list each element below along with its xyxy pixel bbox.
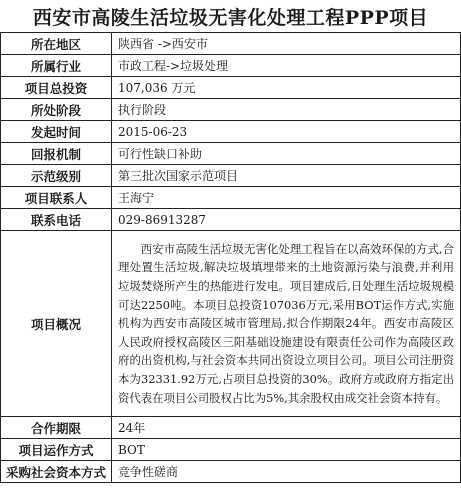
row-value: 陕西省 ->西安市 xyxy=(112,33,461,55)
project-overview-text: 西安市高陵生活垃圾无害化处理工程旨在以高效环保的方式,合理处置生活垃圾,解决垃圾填埋带来的土地资源污染与浪费,并利用垃圾焚烧所产生的热能进行发电。项目建成后,日处理生活垃圾规模可达2250吨。本项目总投资107036万元,采用BOT运作方式,实施机构为西安市高陵区城市管理局,拟合作期限24年。西安市高陵区人民政府授权高陵区三阳基础设施建设有限责任公司作为高陵区政府的出资机构,与社会资本共同出资设立项目公司。项目公司注册资本为32331.92万元,占项目总投资的30%。政府方或政府方指定出资代表在项目公司股权占比为5%,其余股权由成交社会资本持有。 xyxy=(112,231,461,417)
row-value: 029-86913287 xyxy=(112,209,461,231)
row-value: 竞争性磋商 xyxy=(112,461,461,483)
project-info-table xyxy=(0,32,461,483)
row-value: 市政工程->垃圾处理 xyxy=(112,55,461,77)
table-row-demo-level xyxy=(1,165,461,187)
row-value: BOT xyxy=(112,439,461,461)
row-label: 发起时间 xyxy=(1,121,112,143)
row-label: 联系电话 xyxy=(1,209,112,231)
table-row-contact-person xyxy=(1,187,461,209)
row-label: 项目概况 xyxy=(1,231,112,417)
row-label: 回报机制 xyxy=(1,143,112,165)
row-label: 所属行业 xyxy=(1,55,112,77)
table-row-stage xyxy=(1,99,461,121)
row-label: 所处阶段 xyxy=(1,99,112,121)
table-row-start-date xyxy=(1,121,461,143)
row-value: 可行性缺口补助 xyxy=(112,143,461,165)
row-value: 执行阶段 xyxy=(112,99,461,121)
row-value: 24年 xyxy=(112,417,461,439)
row-label: 项目联系人 xyxy=(1,187,112,209)
table-row-industry xyxy=(1,55,461,77)
table-row-operation-mode xyxy=(1,439,461,461)
table-row-cooperation-period xyxy=(1,417,461,439)
table-row-procurement-method xyxy=(1,461,461,483)
row-label: 项目运作方式 xyxy=(1,439,112,461)
row-value: 107,036 万元 xyxy=(112,77,461,99)
row-value: 第三批次国家示范项目 xyxy=(112,165,461,187)
row-label: 项目总投资 xyxy=(1,77,112,99)
row-label: 所在地区 xyxy=(1,33,112,55)
table-row-region xyxy=(1,33,461,55)
table-row-phone xyxy=(1,209,461,231)
row-label: 示范级别 xyxy=(1,165,112,187)
table-row-total-investment xyxy=(1,77,461,99)
row-label: 合作期限 xyxy=(1,417,112,439)
document-title: 西安市高陵生活垃圾无害化处理工程PPP项目 xyxy=(32,6,429,29)
row-label: 采购社会资本方式 xyxy=(1,461,112,483)
table-row-return-mechanism xyxy=(1,143,461,165)
row-value: 王海宁 xyxy=(112,187,461,209)
row-value: 2015-06-23 xyxy=(112,121,461,143)
table-row-overview xyxy=(1,231,461,417)
